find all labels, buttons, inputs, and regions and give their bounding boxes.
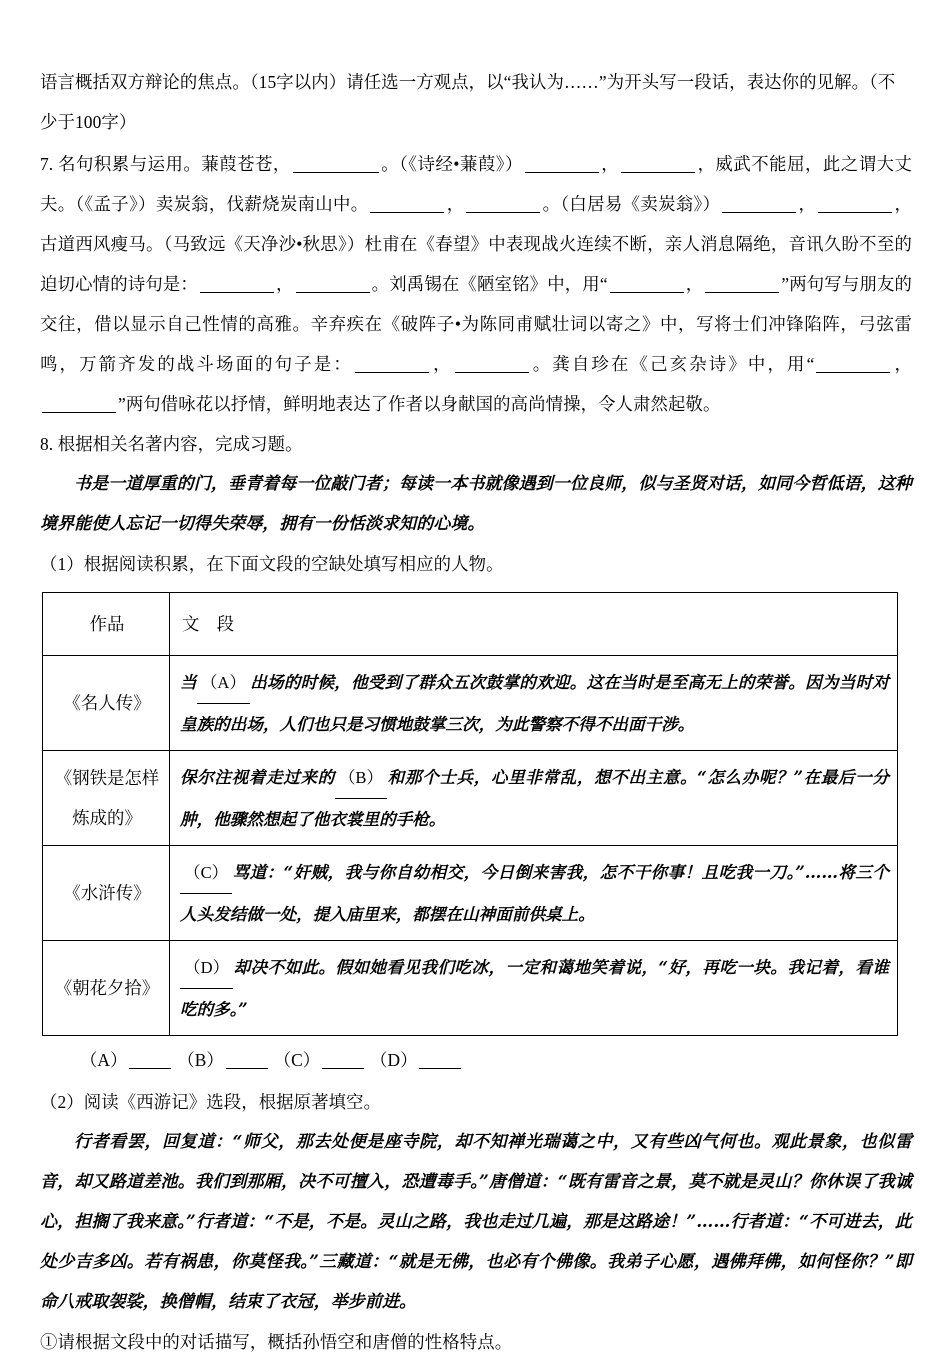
question-7-seg-6: ， [798,194,817,214]
fill-blank-15[interactable] [42,412,116,413]
passage-blank-a[interactable]: （A） [197,663,250,704]
fill-blank-6[interactable] [722,212,796,213]
question-7-seg-1: 。（《诗经•蒹葭》） [380,154,523,174]
question-8-sub2-text: 阅读《西游记》选段，根据原著填空。 [83,1092,382,1112]
question-7-seg-8: ， [275,274,294,294]
fill-blank-1[interactable] [293,172,379,173]
answer-blank-c[interactable] [322,1068,364,1069]
question-7-seg-15: ”两句借咏花以抒情，鲜明地表达了作者以身献国的高尚情操，令人肃然起敬。 [118,394,721,414]
fill-blank-4[interactable] [370,212,444,213]
question-7-seg-0: 名句积累与运用。蒹葭苍苍， [58,154,291,174]
table-cell-work: 《朝花夕拾》 [43,941,170,1036]
continued-line-1: 语言概括双方辩论的焦点。（15字以内）请任选一方观点，以“我认为……”为开头写一段话，表达你的见解。（不 [40,72,896,92]
table-cell-passage [170,846,898,941]
question-7 [40,144,912,424]
table-header-work: 作品 [43,593,170,656]
fill-blank-3[interactable] [621,172,695,173]
question-7-seg-12: ， [431,354,453,374]
question-7-seg-10: ， [685,274,704,294]
answer-line [40,1040,912,1080]
fill-blank-10[interactable] [610,292,684,293]
answer-label-a: （A） [80,1050,128,1070]
question-7-seg-14: ， [892,354,912,374]
table-row [43,656,898,751]
question-8-quote: 书是一道厚重的门，垂青着每一位敲门者；每读一本书就像遇到一位良师，似与圣贤对话，如同今哲低语，这种境界能使人忘记一切得失荣辱，拥有一份恬淡求知的心境。 [40,474,912,534]
question-8-sub1-label: （1） [40,554,84,574]
answer-blank-d[interactable] [419,1068,461,1069]
table-cell-work: 《水浒传》 [43,846,170,941]
fill-blank-9[interactable] [296,292,370,293]
question-7-seg-2: ， [600,154,620,174]
question-8-sub2-label: （2） [40,1092,84,1112]
table-row [43,846,898,941]
passage-blank-c[interactable]: （C） [180,853,232,894]
works-table [42,592,898,1036]
question-7-seg-3: ，威武不能屈，此之谓大丈夫。（《孟子》）卖炭翁，伐薪烧炭南山中。 [40,154,912,214]
question-7-seg-9: 。刘禹锡在《陋室铭》中，用“ [371,274,608,294]
question-8-sub2-item1: ①请根据文段中的对话描写，概括孙悟空和唐僧的性格特点。 [40,1332,513,1352]
passage-blank-b[interactable]: （B） [335,758,387,799]
table-header-passage: 文 段 [170,593,898,656]
question-8-stem-text: 根据相关名著内容，完成习题。 [57,434,303,454]
passage-after-blank: 和那个士兵，心里非常乱，想不出主意。“怎么办呢？”在最后一分肿，他骤然想起了他衣裳里的手枪。 [180,767,889,829]
passage-after-blank: 却决不如此。假如她看见我们吃冰，一定和蔼地笑着说，“好，再吃一块。我记着，看谁吃的多。” [180,957,889,1019]
fill-blank-13[interactable] [455,372,529,373]
table-cell-passage [170,941,898,1036]
paragraph-continued-question6 [40,62,912,102]
question-8-sub1 [40,544,912,584]
passage-after-blank: 骂道：“奸贼，我与你自幼相交，今日倒来害我，怎不干你事！且吃我一刀。”……将三个人头发结做一处，提入庙里来，都摆在山神面前供桌上。 [180,862,889,924]
table-cell-work: 《名人传》 [43,656,170,751]
table-row [43,751,898,846]
table-cell-passage [170,751,898,846]
paragraph-continued-question6-line2 [40,102,912,142]
question-8-sub2 [40,1082,912,1122]
fill-blank-5[interactable] [466,212,540,213]
passage-after-blank: 出场的时候，他受到了群众五次鼓掌的欢迎。这在当时是至高无上的荣誉。因为当时对皇族的出场，人们也只是习惯地鼓掌三次，为此警察不得不出面干涉。 [180,672,890,734]
passage-before-blank: 当 [180,672,197,692]
answer-label-d: （D） [370,1050,418,1070]
question-7-seg-13: 。龚自珍在《己亥杂诗》中，用“ [530,354,815,374]
fill-blank-7[interactable] [818,212,892,213]
question-7-seg-4: ， [446,194,465,214]
question-8-stem [40,424,912,464]
table-cell-work: 《钢铁是怎样炼成的》 [43,751,170,846]
fill-blank-14[interactable] [816,372,890,373]
fill-blank-2[interactable] [525,172,599,173]
question-7-number: 7. [40,154,54,174]
continued-line-2: 少于100字） [40,112,137,132]
question-7-seg-7: ，古道西风瘦马。（马致远《天净沙•秋思》）杜甫在《春望》中表现战火连续不断，亲人消息隔绝，音讯久盼不至的迫切心情的诗句是： [40,194,912,294]
table-row [43,941,898,1036]
question-7-seg-11: ”两句写与朋友的交往，借以显示自己性情的高雅。辛弃疾在《破阵子•为陈同甫赋壮词以寄之》中，写将士们冲锋陷阵，弓弦雷鸣，万箭齐发的战斗场面的句子是： [40,274,913,374]
fill-blank-12[interactable] [355,372,429,373]
question-8-sub1-text: 根据阅读积累，在下面文段的空缺处填写相应的人物。 [83,554,504,574]
answer-label-b: （B） [177,1050,224,1070]
passage-before-blank: 保尔注视着走过来的 [180,767,335,787]
question-7-seg-5: 。（白居易《卖炭翁》） [542,194,721,214]
table-cell-passage [170,656,898,751]
passage-blank-d[interactable]: （D） [180,948,233,989]
page-content [40,62,912,1362]
fill-blank-8[interactable] [200,292,274,293]
answer-blank-b[interactable] [226,1068,268,1069]
answer-blank-a[interactable] [129,1068,171,1069]
question-8-number: 8. [40,434,54,454]
fill-blank-11[interactable] [705,292,779,293]
table-header-row [43,593,898,656]
answer-label-c: （C） [273,1050,321,1070]
xiyouji-passage: 行者看罢，回复道：“师父，那去处便是座寺院，却不知禅光瑞蔼之中，又有些凶气何也。观此景象，也似雷音，却又路道差池。我们到那厢，决不可擅入，恐遭毒手。”唐僧道：“既有雷音之景，莫不就是灵山？你休误了我诚心，担搁了我来意。”行者道：“不是，不是。灵山之路，我也走过几遍，那是这路途！”……行者道：“不可进去，此处少吉多凶。若有祸患，你莫怪我。”三藏道：“就是无佛，也必有个佛像。我弟子心愿，遇佛拜佛，如何怪你？”即命八戒取袈裟，换僧帽，结束了衣冠，举步前进。 [40,1132,912,1312]
